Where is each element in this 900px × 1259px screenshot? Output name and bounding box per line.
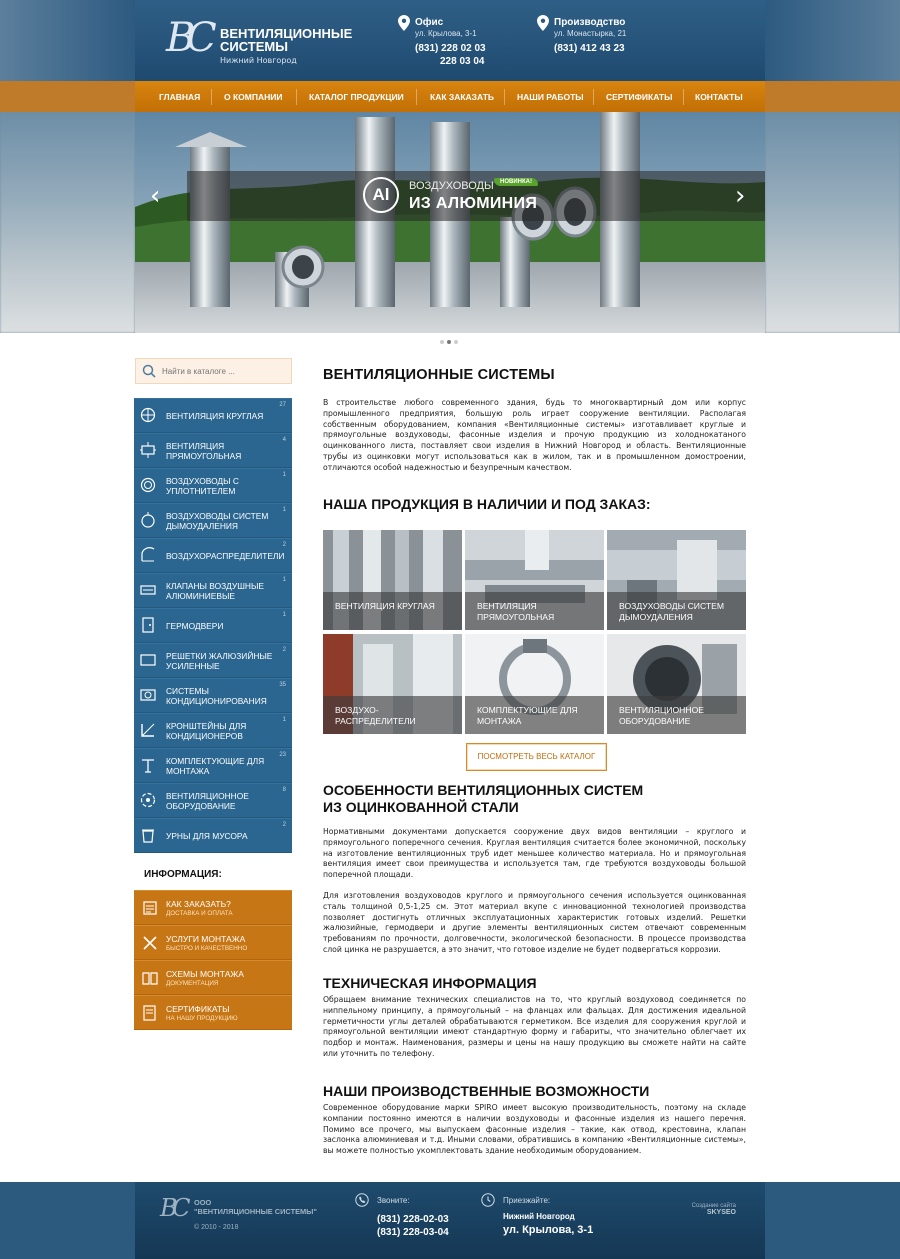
slider-dots [440, 340, 458, 344]
sidebar-category-count: 8 [282, 787, 286, 793]
phone-icon [355, 1193, 369, 1207]
sidebar-info-title: КАК ЗАКАЗАТЬ? [166, 899, 231, 909]
nav-separator [416, 89, 417, 105]
sidebar-category-label: ВОЗДУХОВОДЫ СИСТЕМ ДЫМОУДАЛЕНИЯ [166, 511, 269, 531]
production-address: ул. Монастырка, 21 [554, 29, 627, 38]
nav-item-works[interactable]: НАШИ РАБОТЫ [517, 92, 584, 102]
sidebar-category-label: ВЕНТИЛЯЦИЯ КРУГЛАЯ [166, 411, 264, 421]
nav-item-catalog[interactable]: КАТАЛОГ ПРОДУКЦИИ [309, 92, 404, 102]
product-tile[interactable] [323, 530, 462, 630]
sidebar-category-label: ВОЗДУХОРАСПРЕДЕЛИТЕЛИ [166, 551, 285, 561]
sidebar-category-count: 23 [279, 752, 286, 758]
sidebar-info-item[interactable] [134, 890, 292, 925]
tile-caption: ВЕНТИЛЯЦИЯ ПРЯМОУГОЛЬНАЯ [477, 601, 555, 622]
sidebar-category-item[interactable] [134, 608, 292, 643]
sidebar-category-count: 35 [279, 682, 286, 688]
product-tiles [323, 530, 746, 734]
bin-icon [140, 827, 156, 843]
sidebar-category-item[interactable] [134, 783, 292, 818]
tile-caption: КОМПЛЕКТУЮЩИЕ ДЛЯ МОНТАЖА [477, 705, 578, 726]
tile-caption-bg [465, 696, 604, 734]
footer-logo-icon[interactable]: BC [160, 1194, 185, 1222]
sidebar-category-label: РЕШЕТКИ ЖАЛЮЗИЙНЫЕ УСИЛЕННЫЕ [166, 651, 273, 671]
sidebar-category-item[interactable] [134, 748, 292, 783]
logo-icon[interactable]: BC [166, 15, 207, 61]
map-pin-icon [537, 15, 549, 31]
diffuser-icon [140, 547, 156, 563]
intro-paragraph: В строительстве любого современного здания, будь то многоквартирный дом или корпус промышленного предприятия, большую роль играет сооружение вентиляции. Располагая собственным оборудованием, компания «Вентиляционные системы» изготавливает круглые и прямоугольные воздуховоды, фасонные изделия и прочую продукцию из холоднокатаного оцинкованного листа, поставляет свои изделия в Нижний Новгород и область. Вентиляционные трубы из оцинковки могут использоваться как в жилом, так и в промышленном домостроении, отличаются особой надежностью и безупречным качеством. [323, 398, 746, 472]
nav-bg-left [0, 81, 135, 112]
header-bg-left [0, 0, 135, 81]
sidebar-category-label: КРОНШТЕЙНЫ ДЛЯ КОНДИЦИОНЕРОВ [166, 721, 247, 741]
tile-caption: ВОЗДУХОВОДЫ СИСТЕМ ДЫМОУДАЛЕНИЯ [619, 601, 725, 622]
smoke-icon [140, 512, 156, 528]
page-title: ВЕНТИЛЯЦИОННЫЕ СИСТЕМЫ [323, 367, 555, 383]
footer-bg-right [765, 1182, 900, 1259]
sidebar-category-count: 1 [282, 577, 286, 583]
features-paragraph-1: Нормативными документами допускается сооружение двух видов вентиляции – круглого и прямоугольного поперечного сечения. Круглая вентиляция считается более экономичной, поскольку на изготовление вентиляционных труб идет меньшее количество материала. Но и прямоугольная вентиляция имеет свои преимущества и используется там, где требуются воздуховоды большой поперечной площади. [323, 827, 746, 880]
valve-icon [140, 582, 156, 598]
nav-separator [504, 89, 505, 105]
map-pin-icon [398, 15, 410, 31]
sidebar-category-count: 1 [282, 612, 286, 618]
footer-phone-2[interactable]: (831) 228-03-04 [377, 1227, 449, 1238]
footer-bg-left [0, 1182, 135, 1259]
sidebar-category-label: ГЕРМОДВЕРИ [166, 621, 224, 631]
main-nav [0, 81, 900, 112]
door-icon [140, 617, 156, 633]
sidebar-info-subtitle: ДОКУМЕНТАЦИЯ [166, 980, 219, 987]
footer-call-label: Звоните: [377, 1196, 410, 1205]
slide-subtitle: ВОЗДУХОВОДЫ [409, 180, 494, 192]
view-catalog-button[interactable]: ПОСМОТРЕТЬ ВЕСЬ КАТАЛОГ [466, 743, 607, 771]
sidebar-category-count: 2 [282, 542, 286, 548]
production-heading: НАШИ ПРОИЗВОДСТВЕННЫЕ ВОЗМОЖНОСТИ [323, 1083, 650, 1099]
footer-street: ул. Крылова, 3-1 [503, 1224, 594, 1236]
sidebar-category-count: 1 [282, 717, 286, 723]
sidebar-category-item[interactable] [134, 433, 292, 468]
office-phone-1[interactable]: (831) 228 02 03 [415, 43, 486, 54]
footer-company [194, 1198, 317, 1216]
tech-paragraph: Обращаем внимание технических специалистов на то, что круглый воздуховод соединяется по ниппельному принципу, а прямоугольный – на фланцах или фальцах. Для достижения идеальной герметичности углы деталей обрабатываются герметиком. Все изделия для сооружения круглой и прямоугольной вентиляции имеют стандартную форму и габариты, что значительно облегчает их подбор и монтаж. Наименования, размеры и цены на нашу продукцию вы сможете найти на сайте или уточнить по телефону. [323, 995, 746, 1058]
sidebar-category-label: ВЕНТИЛЯЦИОННОЕ ОБОРУДОВАНИЕ [166, 791, 249, 811]
footer-visit-label: Приезжайте: [503, 1196, 551, 1205]
footer-company-line-2: "ВЕНТИЛЯЦИОННЫЕ СИСТЕМЫ" [194, 1207, 317, 1216]
order-icon [142, 900, 158, 916]
catalog-search [135, 358, 292, 384]
footer-copyright: © 2010 - 2018 [194, 1224, 239, 1231]
footer-made-label: Создание сайта [691, 1203, 736, 1209]
tile-caption-bg [323, 696, 462, 734]
sidebar-info-title: СХЕМЫ МОНТАЖА [166, 969, 244, 979]
sidebar-category-label: КОМПЛЕКТУЮЩИЕ ДЛЯ МОНТАЖА [166, 756, 265, 776]
nav-item-about[interactable]: О КОМПАНИИ [224, 92, 283, 102]
slider-dot[interactable] [447, 340, 451, 344]
slider-dot[interactable] [454, 340, 458, 344]
sidebar-category-label: КЛАПАНЫ ВОЗДУШНЫЕ АЛЮМИНИЕВЫЕ [166, 581, 264, 601]
sidebar-category-item[interactable] [134, 818, 292, 853]
features-paragraph-2: Для изготовления воздуховодов круглого и прямоугольного сечения используется оцинкованная сталь толщиной 0,5-1,25 см. Этот материал вкупе с инновационной технологией производства позволяет достигнуть отличных эксплуатационных характеристик готовых изделий. Решетки жалюзийные, гермодвери и другие элементы вентиляционных систем отвечают современным требованиям по прочности, долговечности, экологической безопасности. В процессе производства слой цинка не разрушается, а это значит, что готовое изделие не будет подвергаться коррозии. [323, 891, 746, 954]
office-phone-2[interactable]: 228 03 04 [440, 56, 485, 67]
sidebar-category-item[interactable] [134, 398, 292, 433]
sidebar-info-title: УСЛУГИ МОНТАЖА [166, 934, 246, 944]
product-tile[interactable] [323, 634, 462, 734]
slide-image [135, 112, 765, 333]
nav-item-how-to-order[interactable]: КАК ЗАКАЗАТЬ [430, 92, 495, 102]
sidebar-category-label: ВОЗДУХОВОДЫ С УПЛОТНИТЕЛЕМ [166, 476, 239, 496]
tile-caption: ВЕНТИЛЯЦИЯ КРУГЛАЯ [335, 601, 435, 611]
tile-caption-bg [607, 696, 746, 734]
sidebar-category-item[interactable] [134, 573, 292, 608]
sidebar-info-item[interactable] [134, 995, 292, 1030]
header-bg-right [765, 0, 900, 81]
sidebar-category-item[interactable] [134, 713, 292, 748]
nav-separator [683, 89, 684, 105]
nav-separator [296, 89, 297, 105]
production-phone[interactable]: (831) 412 43 23 [554, 43, 625, 54]
book-icon [142, 970, 158, 986]
nav-item-contacts[interactable]: КОНТАКТЫ [695, 92, 743, 102]
sidebar-info-subtitle: НА НАШУ ПРОДУКЦИЮ [166, 1015, 238, 1022]
slider-prev-icon[interactable]: ‹ [150, 181, 161, 211]
sidebar-category-item[interactable] [134, 503, 292, 538]
nav-separator [211, 89, 212, 105]
nav-bg-right [765, 81, 900, 112]
slide-title[interactable]: ИЗ АЛЮМИНИЯ [409, 195, 538, 212]
sidebar-info-item[interactable] [134, 960, 292, 995]
tile-caption-bg [323, 592, 462, 630]
logo-title[interactable]: ВЕНТИЛЯЦИОННЫЕ СИСТЕМЫ [220, 26, 353, 54]
slider-side-right [765, 112, 900, 333]
search-icon[interactable] [142, 364, 156, 378]
nav-separator [593, 89, 594, 105]
aluminium-badge: Al [363, 177, 399, 213]
office-title: Офис [415, 17, 444, 28]
sidebar-category-count: 2 [282, 647, 286, 653]
footer-made-by[interactable] [688, 1203, 736, 1216]
sidebar-category-label: СИСТЕМЫ КОНДИЦИОНИРОВАНИЯ [166, 686, 267, 706]
office-address: ул. Крылова, 3-1 [415, 29, 477, 38]
grille-icon [140, 652, 156, 668]
bracket-icon [140, 722, 156, 738]
sidebar-category-item[interactable] [134, 678, 292, 713]
product-tile[interactable] [465, 634, 604, 734]
site-footer [0, 1182, 900, 1259]
tools-icon [142, 935, 158, 951]
sidebar-category-label: УРНЫ ДЛЯ МУСОРА [166, 831, 248, 841]
footer-phones [377, 1196, 449, 1238]
nav-item-home[interactable]: ГЛАВНАЯ [159, 92, 201, 102]
product-tile[interactable] [465, 530, 604, 630]
slider-side-left [0, 112, 135, 333]
seal-duct-icon [140, 477, 156, 493]
hero-slider [0, 112, 900, 333]
clock-icon [481, 1193, 495, 1207]
sidebar-category-item[interactable] [134, 468, 292, 503]
sidebar-category-label: ВЕНТИЛЯЦИЯ ПРЯМОУГОЛЬНАЯ [166, 441, 242, 461]
round-duct-icon [140, 407, 156, 423]
sidebar-category-count: 4 [282, 437, 286, 443]
sidebar-category-count: 2 [282, 822, 286, 828]
sidebar-category-count: 27 [279, 402, 286, 408]
footer-phone-1[interactable]: (831) 228-02-03 [377, 1214, 449, 1225]
features-heading: ОСОБЕННОСТИ ВЕНТИЛЯЦИОННЫХ СИСТЕМ ИЗ ОЦИНКОВАННОЙ СТАЛИ [323, 782, 644, 815]
sidebar-info-subtitle: ДОСТАВКА И ОПЛАТА [166, 910, 233, 917]
slider-dot[interactable] [440, 340, 444, 344]
production-contact [554, 17, 626, 54]
sidebar-category-item[interactable] [134, 643, 292, 678]
slider-next-icon[interactable]: › [735, 181, 746, 211]
product-tile[interactable] [607, 530, 746, 630]
sidebar-info-title: СЕРТИФИКАТЫ [166, 1004, 230, 1014]
tile-caption: ВЕНТИЛЯЦИОННОЕ ОБОРУДОВАНИЕ [619, 705, 704, 726]
footer-made-brand: SKYSEO [706, 1209, 736, 1216]
tile-caption-bg [607, 592, 746, 630]
info-heading: ИНФОРМАЦИЯ: [144, 869, 222, 880]
ac-icon [140, 687, 156, 703]
fan-icon [140, 792, 156, 808]
category-list [134, 398, 292, 853]
search-input[interactable] [162, 363, 288, 379]
production-title: Производство [554, 17, 626, 28]
rect-duct-icon [140, 442, 156, 458]
certificate-icon [142, 1005, 158, 1021]
info-list [134, 890, 292, 1030]
product-tile[interactable] [607, 634, 746, 734]
footer-city: Нижний Новгород [503, 1212, 575, 1221]
logo-subtitle: Нижний Новгород [220, 56, 297, 65]
tech-heading: ТЕХНИЧЕСКАЯ ИНФОРМАЦИЯ [323, 975, 537, 991]
sidebar-category-count: 1 [282, 472, 286, 478]
footer-company-line-1: ООО [194, 1198, 212, 1207]
office-contact [415, 17, 486, 67]
sidebar-category-item[interactable] [134, 538, 292, 573]
sidebar-category-count: 1 [282, 507, 286, 513]
sidebar-info-subtitle: БЫСТРО И КАЧЕСТВЕННО [166, 945, 248, 952]
products-heading: НАША ПРОДУКЦИЯ В НАЛИЧИИ И ПОД ЗАКАЗ: [323, 496, 651, 512]
tile-caption: ВОЗДУХО-РАСПРЕДЕЛИТЕЛИ [335, 705, 416, 726]
footer-address [503, 1196, 593, 1236]
nav-item-certificates[interactable]: СЕРТИФИКАТЫ [606, 92, 673, 102]
sidebar-info-item[interactable] [134, 925, 292, 960]
nav-list [135, 81, 765, 112]
component-icon [140, 757, 156, 773]
production-paragraph: Современное оборудование марки SPIRO имеет высокую производительность, поэтому на складе компании постоянно имеются в наличии воздуховоды и фасонные изделия из нашего перечня. Помимо все прочего, мы выпускаем фасонные изделия – такие, как отвод, крестовина, клапан заслонка алюминиевая и т.д. Иными словами, обратившись в компанию «Вентиляционные системы», вы можете полностью укомплектовать здание необходимым оборудованием. [323, 1103, 746, 1156]
tile-caption-bg [465, 592, 604, 630]
slide-new-badge: НОВИНКА! [494, 178, 538, 186]
